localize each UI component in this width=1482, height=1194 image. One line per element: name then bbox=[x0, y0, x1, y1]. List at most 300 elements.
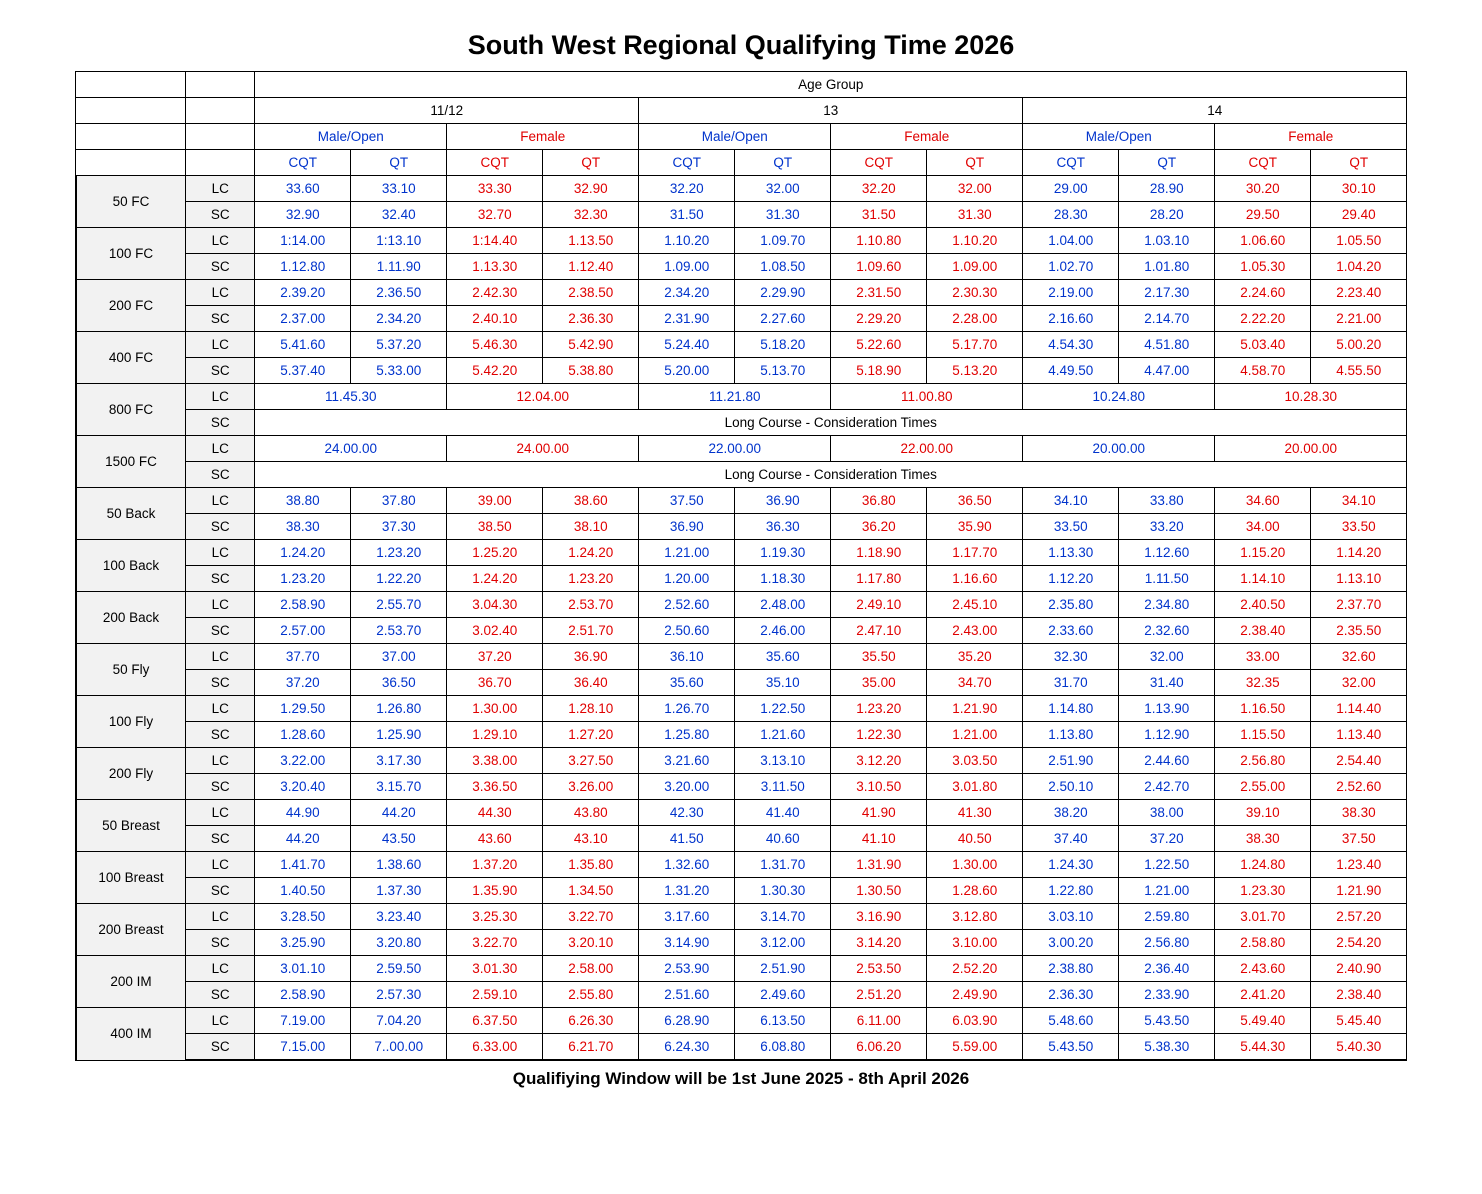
time-cell: 5.22.60 bbox=[831, 332, 927, 358]
time-cell: 2.51.90 bbox=[735, 956, 831, 982]
time-cell: 5.45.40 bbox=[1311, 1008, 1407, 1034]
time-cell: 2.58.90 bbox=[255, 982, 351, 1008]
event-label: 50 Breast bbox=[76, 800, 186, 852]
time-cell: 2.22.20 bbox=[1215, 306, 1311, 332]
time-cell: 31.50 bbox=[639, 202, 735, 228]
time-cell: 2.53.70 bbox=[543, 592, 639, 618]
time-cell: 6.37.50 bbox=[447, 1008, 543, 1034]
event-label: 50 Fly bbox=[76, 644, 186, 696]
time-cell: 1.17.80 bbox=[831, 566, 927, 592]
table-header bbox=[76, 72, 1407, 176]
time-cell: 29.40 bbox=[1311, 202, 1407, 228]
time-cell: 2.35.50 bbox=[1311, 618, 1407, 644]
time-cell: 1.17.70 bbox=[927, 540, 1023, 566]
time-cell: 2.51.90 bbox=[1023, 748, 1119, 774]
table-row bbox=[76, 826, 1407, 852]
time-cell: 1.21.60 bbox=[735, 722, 831, 748]
table-row bbox=[76, 696, 1407, 722]
time-cell: 5.38.30 bbox=[1119, 1034, 1215, 1061]
time-cell: 1.12.20 bbox=[1023, 566, 1119, 592]
table-row bbox=[76, 904, 1407, 930]
table-row bbox=[76, 748, 1407, 774]
time-cell: 1.24.20 bbox=[543, 540, 639, 566]
time-cell: 3.12.00 bbox=[735, 930, 831, 956]
time-cell: 1.23.20 bbox=[255, 566, 351, 592]
time-cell: 2.55.80 bbox=[543, 982, 639, 1008]
time-cell: 32.00 bbox=[735, 176, 831, 202]
age-group-13: 13 bbox=[639, 98, 1023, 124]
table-row bbox=[76, 618, 1407, 644]
event-label: 200 Breast bbox=[76, 904, 186, 956]
header-row-groups bbox=[76, 98, 1407, 124]
time-cell: 28.90 bbox=[1119, 176, 1215, 202]
time-cell: 36.90 bbox=[543, 644, 639, 670]
course-label-sc: SC bbox=[186, 358, 255, 384]
table-row bbox=[76, 514, 1407, 540]
time-cell: 32.00 bbox=[1311, 670, 1407, 696]
time-cell: 1.41.70 bbox=[255, 852, 351, 878]
time-cell: 2.38.50 bbox=[543, 280, 639, 306]
time-cell: 1.40.50 bbox=[255, 878, 351, 904]
time-cell: 6.08.80 bbox=[735, 1034, 831, 1061]
time-cell: 3.20.10 bbox=[543, 930, 639, 956]
time-cell: 3.14.70 bbox=[735, 904, 831, 930]
time-cell: 1.27.20 bbox=[543, 722, 639, 748]
time-cell: 1.10.20 bbox=[927, 228, 1023, 254]
time-cell: 1:14.00 bbox=[255, 228, 351, 254]
time-cell: 1.12.60 bbox=[1119, 540, 1215, 566]
time-cell: 3.12.20 bbox=[831, 748, 927, 774]
time-cell: 2.40.50 bbox=[1215, 592, 1311, 618]
time-cell: 2.36.30 bbox=[543, 306, 639, 332]
table-row bbox=[76, 956, 1407, 982]
time-cell: 3.27.50 bbox=[543, 748, 639, 774]
time-cell: 2.52.20 bbox=[927, 956, 1023, 982]
time-cell: 2.53.50 bbox=[831, 956, 927, 982]
time-cell: 3.36.50 bbox=[447, 774, 543, 800]
time-cell: 2.43.60 bbox=[1215, 956, 1311, 982]
time-cell: 36.10 bbox=[639, 644, 735, 670]
time-cell: 2.53.90 bbox=[639, 956, 735, 982]
time-cell: 32.20 bbox=[639, 176, 735, 202]
time-cell: 3.01.30 bbox=[447, 956, 543, 982]
time-cell: 1.11.50 bbox=[1119, 566, 1215, 592]
time-cell: 1.25.20 bbox=[447, 540, 543, 566]
time-cell: 6.33.00 bbox=[447, 1034, 543, 1061]
time-cell: 1.30.50 bbox=[831, 878, 927, 904]
time-cell: 5.18.20 bbox=[735, 332, 831, 358]
blank-6 bbox=[186, 150, 255, 176]
time-cell: 2.24.60 bbox=[1215, 280, 1311, 306]
course-label-lc: LC bbox=[186, 592, 255, 618]
header-row-sex bbox=[76, 124, 1407, 150]
time-cell: 1.14.40 bbox=[1311, 696, 1407, 722]
time-cell: 2.30.30 bbox=[927, 280, 1023, 306]
time-cell: 2.58.00 bbox=[543, 956, 639, 982]
time-cell: 5.20.00 bbox=[639, 358, 735, 384]
time-cell: 1.35.80 bbox=[543, 852, 639, 878]
time-cell: 5.43.50 bbox=[1119, 1008, 1215, 1034]
time-cell: 39.10 bbox=[1215, 800, 1311, 826]
time-cell: 1.09.60 bbox=[831, 254, 927, 280]
course-label-sc: SC bbox=[186, 566, 255, 592]
table-row bbox=[76, 878, 1407, 904]
time-cell: 4.49.50 bbox=[1023, 358, 1119, 384]
subheader-cqt-f-11-12: CQT bbox=[447, 150, 543, 176]
time-cell: 2.57.00 bbox=[255, 618, 351, 644]
time-cell: 3.22.70 bbox=[447, 930, 543, 956]
time-cell: 5.33.00 bbox=[351, 358, 447, 384]
time-cell: 3.03.50 bbox=[927, 748, 1023, 774]
table-row bbox=[76, 410, 1407, 436]
time-cell: 1.10.20 bbox=[639, 228, 735, 254]
time-cell: 2.29.20 bbox=[831, 306, 927, 332]
time-cell: 43.60 bbox=[447, 826, 543, 852]
time-cell: 2.36.40 bbox=[1119, 956, 1215, 982]
time-cell: 41.30 bbox=[927, 800, 1023, 826]
time-cell: 29.00 bbox=[1023, 176, 1119, 202]
time-cell: 3.22.70 bbox=[543, 904, 639, 930]
time-cell: 2.46.00 bbox=[735, 618, 831, 644]
time-cell: 5.44.30 bbox=[1215, 1034, 1311, 1061]
time-cell: 43.80 bbox=[543, 800, 639, 826]
course-label-lc: LC bbox=[186, 436, 255, 462]
time-cell: 38.30 bbox=[255, 514, 351, 540]
event-label: 200 Fly bbox=[76, 748, 186, 800]
time-cell: 10.24.80 bbox=[1023, 384, 1215, 410]
table-row bbox=[76, 176, 1407, 202]
time-cell: 2.50.60 bbox=[639, 618, 735, 644]
time-cell: 38.30 bbox=[1311, 800, 1407, 826]
time-cell: 6.11.00 bbox=[831, 1008, 927, 1034]
time-cell: 2.45.10 bbox=[927, 592, 1023, 618]
time-cell: 31.30 bbox=[927, 202, 1023, 228]
course-label-sc: SC bbox=[186, 774, 255, 800]
time-cell: 4.58.70 bbox=[1215, 358, 1311, 384]
time-cell: 2.23.40 bbox=[1311, 280, 1407, 306]
time-cell: 3.15.70 bbox=[351, 774, 447, 800]
time-cell: 33.20 bbox=[1119, 514, 1215, 540]
time-cell: 38.30 bbox=[1215, 826, 1311, 852]
time-cell: 1.30.00 bbox=[927, 852, 1023, 878]
time-cell: 2.58.80 bbox=[1215, 930, 1311, 956]
time-cell: 2.42.70 bbox=[1119, 774, 1215, 800]
time-cell: 37.40 bbox=[1023, 826, 1119, 852]
time-cell: 2.49.90 bbox=[927, 982, 1023, 1008]
time-cell: 7.15.00 bbox=[255, 1034, 351, 1061]
time-cell: 2.16.60 bbox=[1023, 306, 1119, 332]
course-label-sc: SC bbox=[186, 306, 255, 332]
time-cell: 1.11.90 bbox=[351, 254, 447, 280]
time-cell: 22.00.00 bbox=[639, 436, 831, 462]
event-label: 50 FC bbox=[76, 176, 186, 228]
time-cell: 1.13.90 bbox=[1119, 696, 1215, 722]
time-cell: 1.09.00 bbox=[927, 254, 1023, 280]
time-cell: 12.04.00 bbox=[447, 384, 639, 410]
time-cell: 37.20 bbox=[447, 644, 543, 670]
course-label-sc: SC bbox=[186, 1034, 255, 1061]
time-cell: 31.40 bbox=[1119, 670, 1215, 696]
time-cell: 1.08.50 bbox=[735, 254, 831, 280]
time-cell: 2.34.20 bbox=[639, 280, 735, 306]
time-cell: 38.00 bbox=[1119, 800, 1215, 826]
time-cell: 5.03.40 bbox=[1215, 332, 1311, 358]
time-cell: 1.13.30 bbox=[1023, 540, 1119, 566]
time-cell: 32.90 bbox=[543, 176, 639, 202]
table-row bbox=[76, 982, 1407, 1008]
time-cell: 3.10.00 bbox=[927, 930, 1023, 956]
time-cell: 1.05.30 bbox=[1215, 254, 1311, 280]
table-row bbox=[76, 228, 1407, 254]
time-cell: 2.36.50 bbox=[351, 280, 447, 306]
time-cell: 1.31.20 bbox=[639, 878, 735, 904]
time-cell: 2.33.90 bbox=[1119, 982, 1215, 1008]
course-label-sc: SC bbox=[186, 254, 255, 280]
time-cell: 1.24.20 bbox=[255, 540, 351, 566]
time-cell: 1.24.30 bbox=[1023, 852, 1119, 878]
time-cell: 1.23.40 bbox=[1311, 852, 1407, 878]
time-cell: 44.30 bbox=[447, 800, 543, 826]
time-cell: 32.30 bbox=[543, 202, 639, 228]
time-cell: 3.01.80 bbox=[927, 774, 1023, 800]
time-cell: 38.80 bbox=[255, 488, 351, 514]
time-cell: 5.13.70 bbox=[735, 358, 831, 384]
course-label-lc: LC bbox=[186, 644, 255, 670]
time-cell: 28.20 bbox=[1119, 202, 1215, 228]
course-label-sc: SC bbox=[186, 462, 255, 488]
time-cell: 43.50 bbox=[351, 826, 447, 852]
course-label-sc: SC bbox=[186, 878, 255, 904]
time-cell: 1.26.70 bbox=[639, 696, 735, 722]
time-cell: 3.14.20 bbox=[831, 930, 927, 956]
event-label: 400 IM bbox=[76, 1008, 186, 1061]
time-cell: 32.20 bbox=[831, 176, 927, 202]
time-cell: 30.10 bbox=[1311, 176, 1407, 202]
time-cell: 36.50 bbox=[351, 670, 447, 696]
qualifying-times-table bbox=[75, 71, 1408, 1061]
time-cell: 1.28.60 bbox=[255, 722, 351, 748]
time-cell: 5.42.20 bbox=[447, 358, 543, 384]
time-cell: 1.14.80 bbox=[1023, 696, 1119, 722]
time-cell: 5.17.70 bbox=[927, 332, 1023, 358]
time-cell: 1.21.90 bbox=[1311, 878, 1407, 904]
event-label: 1500 FC bbox=[76, 436, 186, 488]
time-cell: 1.37.30 bbox=[351, 878, 447, 904]
time-cell: 6.26.30 bbox=[543, 1008, 639, 1034]
time-cell: 1.32.60 bbox=[639, 852, 735, 878]
time-cell: 32.60 bbox=[1311, 644, 1407, 670]
subheader-cqt-m-13: CQT bbox=[639, 150, 735, 176]
time-cell: 33.60 bbox=[255, 176, 351, 202]
time-cell: 1.12.90 bbox=[1119, 722, 1215, 748]
time-cell: 44.20 bbox=[255, 826, 351, 852]
time-cell: 2.53.70 bbox=[351, 618, 447, 644]
time-cell: 1.09.70 bbox=[735, 228, 831, 254]
time-cell: 5.49.40 bbox=[1215, 1008, 1311, 1034]
time-cell: 32.30 bbox=[1023, 644, 1119, 670]
time-cell: 32.00 bbox=[1119, 644, 1215, 670]
time-cell: 3.23.40 bbox=[351, 904, 447, 930]
time-cell: 1:13.10 bbox=[351, 228, 447, 254]
time-cell: 4.54.30 bbox=[1023, 332, 1119, 358]
time-cell: 35.50 bbox=[831, 644, 927, 670]
course-label-lc: LC bbox=[186, 332, 255, 358]
time-cell: 33.10 bbox=[351, 176, 447, 202]
time-cell: 41.40 bbox=[735, 800, 831, 826]
time-cell: 44.20 bbox=[351, 800, 447, 826]
time-cell: 2.59.10 bbox=[447, 982, 543, 1008]
course-label-lc: LC bbox=[186, 488, 255, 514]
time-cell: 1.22.20 bbox=[351, 566, 447, 592]
time-cell: 36.90 bbox=[639, 514, 735, 540]
course-label-sc: SC bbox=[186, 670, 255, 696]
time-cell: 2.38.40 bbox=[1311, 982, 1407, 1008]
time-cell: 6.13.50 bbox=[735, 1008, 831, 1034]
time-cell: 3.28.50 bbox=[255, 904, 351, 930]
time-cell: 3.38.00 bbox=[447, 748, 543, 774]
table-row bbox=[76, 800, 1407, 826]
time-cell: 1.13.30 bbox=[447, 254, 543, 280]
time-cell: 32.35 bbox=[1215, 670, 1311, 696]
time-cell: 2.41.20 bbox=[1215, 982, 1311, 1008]
time-cell: 2.29.90 bbox=[735, 280, 831, 306]
time-cell: 2.21.00 bbox=[1311, 306, 1407, 332]
time-cell: 3.26.00 bbox=[543, 774, 639, 800]
age-group-11-12: 11/12 bbox=[255, 98, 639, 124]
time-cell: 6.28.90 bbox=[639, 1008, 735, 1034]
table-row bbox=[76, 436, 1407, 462]
time-cell: 1.30.30 bbox=[735, 878, 831, 904]
table-row bbox=[76, 384, 1407, 410]
time-cell: 1.31.90 bbox=[831, 852, 927, 878]
time-cell: 1.22.50 bbox=[735, 696, 831, 722]
time-cell: 35.90 bbox=[927, 514, 1023, 540]
sex-female-11-12: Female bbox=[447, 124, 639, 150]
table-row bbox=[76, 1008, 1407, 1034]
time-cell: 1.13.10 bbox=[1311, 566, 1407, 592]
table-row bbox=[76, 280, 1407, 306]
time-cell: 3.03.10 bbox=[1023, 904, 1119, 930]
time-cell: 2.50.10 bbox=[1023, 774, 1119, 800]
time-cell: 2.55.70 bbox=[351, 592, 447, 618]
time-cell: 5.37.20 bbox=[351, 332, 447, 358]
time-cell: 2.57.30 bbox=[351, 982, 447, 1008]
time-cell: 35.60 bbox=[735, 644, 831, 670]
header-corner-blank bbox=[76, 72, 186, 98]
time-cell: 3.04.30 bbox=[447, 592, 543, 618]
time-cell: 2.19.00 bbox=[1023, 280, 1119, 306]
age-group-14: 14 bbox=[1023, 98, 1407, 124]
subheader-qt-f-11-12: QT bbox=[543, 150, 639, 176]
time-cell: 1.25.90 bbox=[351, 722, 447, 748]
time-cell: 10.28.30 bbox=[1215, 384, 1407, 410]
time-cell: 2.43.00 bbox=[927, 618, 1023, 644]
time-cell: 3.21.60 bbox=[639, 748, 735, 774]
time-cell: 1.34.50 bbox=[543, 878, 639, 904]
sex-female-13: Female bbox=[831, 124, 1023, 150]
table-row bbox=[76, 306, 1407, 332]
event-label: 100 FC bbox=[76, 228, 186, 280]
time-cell: 1.18.90 bbox=[831, 540, 927, 566]
blank-1 bbox=[76, 98, 186, 124]
time-cell: 33.80 bbox=[1119, 488, 1215, 514]
time-cell: 2.17.30 bbox=[1119, 280, 1215, 306]
time-cell: 1.29.10 bbox=[447, 722, 543, 748]
table-row bbox=[76, 462, 1407, 488]
event-label: 100 Breast bbox=[76, 852, 186, 904]
time-cell: 1.37.20 bbox=[447, 852, 543, 878]
time-cell: 2.28.00 bbox=[927, 306, 1023, 332]
time-cell: 3.10.50 bbox=[831, 774, 927, 800]
time-cell: 5.00.20 bbox=[1311, 332, 1407, 358]
time-cell: 22.00.00 bbox=[831, 436, 1023, 462]
time-cell: 1.30.00 bbox=[447, 696, 543, 722]
time-cell: 11.21.80 bbox=[639, 384, 831, 410]
course-label-sc: SC bbox=[186, 202, 255, 228]
time-cell: 1.21.00 bbox=[639, 540, 735, 566]
time-cell: 1.23.30 bbox=[1215, 878, 1311, 904]
event-label: 200 FC bbox=[76, 280, 186, 332]
time-cell: 43.10 bbox=[543, 826, 639, 852]
time-cell: 34.60 bbox=[1215, 488, 1311, 514]
header-row-subheaders bbox=[76, 150, 1407, 176]
time-cell: 2.51.60 bbox=[639, 982, 735, 1008]
time-cell: 31.50 bbox=[831, 202, 927, 228]
time-cell: 3.12.80 bbox=[927, 904, 1023, 930]
time-cell: 1.22.30 bbox=[831, 722, 927, 748]
time-cell: 1.09.00 bbox=[639, 254, 735, 280]
time-cell: 32.70 bbox=[447, 202, 543, 228]
table-row bbox=[76, 540, 1407, 566]
time-cell: 2.32.60 bbox=[1119, 618, 1215, 644]
time-cell: 40.50 bbox=[927, 826, 1023, 852]
sex-female-14: Female bbox=[1215, 124, 1407, 150]
time-cell: 1.15.20 bbox=[1215, 540, 1311, 566]
time-cell: 1.12.40 bbox=[543, 254, 639, 280]
time-cell: 5.37.40 bbox=[255, 358, 351, 384]
time-cell: 34.10 bbox=[1023, 488, 1119, 514]
time-cell: 7..00.00 bbox=[351, 1034, 447, 1061]
time-cell: 36.30 bbox=[735, 514, 831, 540]
time-cell: 40.60 bbox=[735, 826, 831, 852]
time-cell: 28.30 bbox=[1023, 202, 1119, 228]
time-cell: 2.37.70 bbox=[1311, 592, 1407, 618]
time-cell: 3.16.90 bbox=[831, 904, 927, 930]
time-cell: 31.30 bbox=[735, 202, 831, 228]
time-cell: 6.24.30 bbox=[639, 1034, 735, 1061]
subheader-cqt-m-14: CQT bbox=[1023, 150, 1119, 176]
subheader-qt-m-14: QT bbox=[1119, 150, 1215, 176]
blank-3 bbox=[76, 124, 186, 150]
time-cell: 3.25.30 bbox=[447, 904, 543, 930]
time-cell: 6.03.90 bbox=[927, 1008, 1023, 1034]
time-cell: 3.20.80 bbox=[351, 930, 447, 956]
time-cell: 2.42.30 bbox=[447, 280, 543, 306]
time-cell: 1.15.50 bbox=[1215, 722, 1311, 748]
time-cell: 1.28.60 bbox=[927, 878, 1023, 904]
time-cell: 3.20.40 bbox=[255, 774, 351, 800]
course-label-lc: LC bbox=[186, 384, 255, 410]
time-cell: 31.70 bbox=[1023, 670, 1119, 696]
subheader-qt-m-13: QT bbox=[735, 150, 831, 176]
table-row bbox=[76, 254, 1407, 280]
time-cell: 36.90 bbox=[735, 488, 831, 514]
time-cell: 32.00 bbox=[927, 176, 1023, 202]
time-cell: 1.04.00 bbox=[1023, 228, 1119, 254]
course-label-sc: SC bbox=[186, 982, 255, 1008]
course-label-sc: SC bbox=[186, 826, 255, 852]
table-row bbox=[76, 930, 1407, 956]
